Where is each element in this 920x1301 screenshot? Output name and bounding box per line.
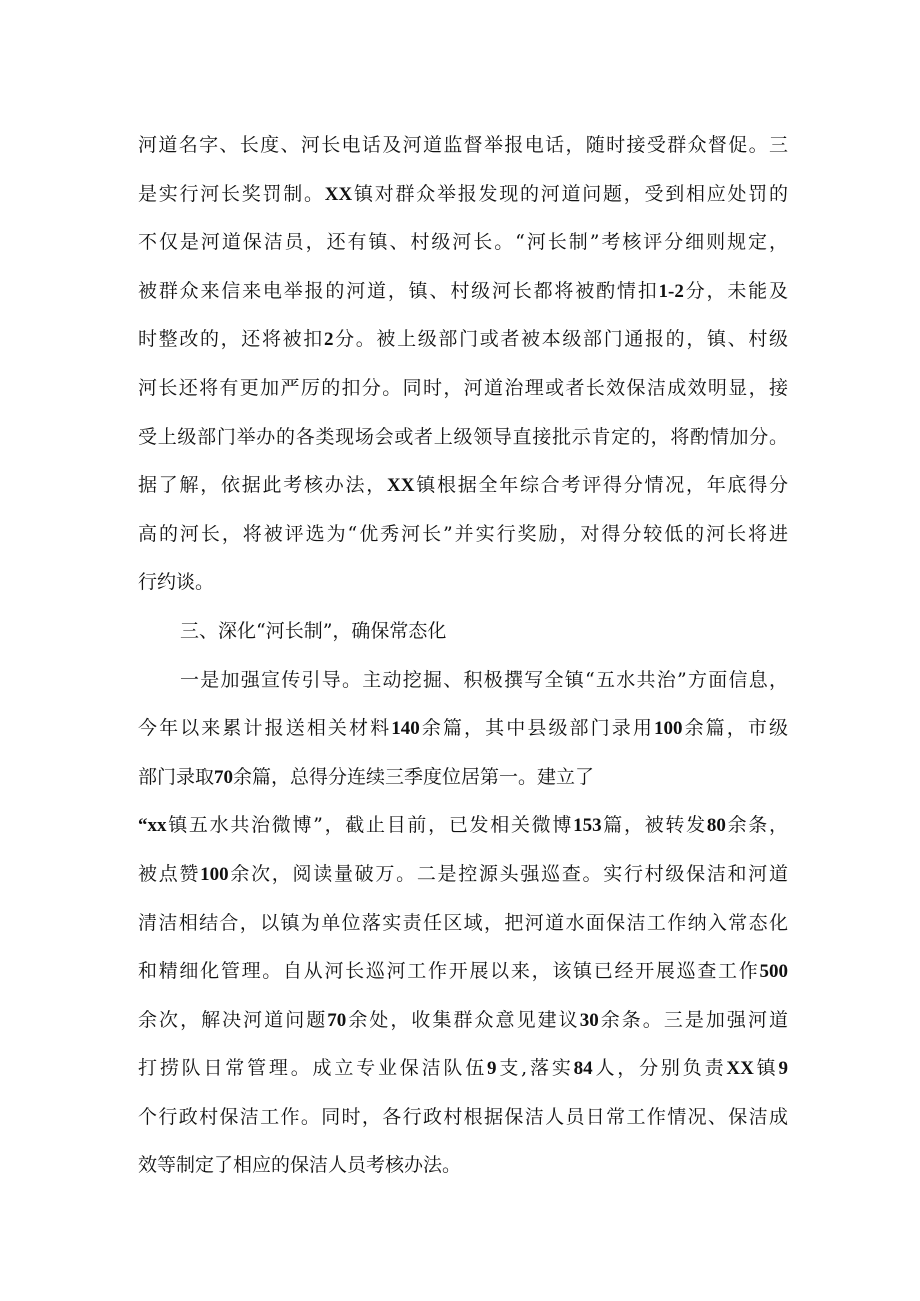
text-run: 分。被上级部门或者被本级部门通报的，镇、村级 bbox=[333, 328, 788, 351]
text-line bbox=[138, 1148, 788, 1197]
text-run: 余条。三是加强河道 bbox=[598, 1008, 788, 1031]
text-run: 被群众来信来电举报的河道，镇、村级河长都将被酌情扣 bbox=[138, 279, 659, 302]
text-line bbox=[138, 420, 788, 469]
text-run: 余条， bbox=[725, 814, 788, 837]
text-run: 余处，收集群众意见建议 bbox=[346, 1008, 580, 1031]
bold-run: 80 bbox=[706, 815, 726, 837]
text-run: 支,落实 bbox=[496, 1057, 574, 1080]
text-run: 效等制定了相应的保洁人员考核办法。 bbox=[138, 1154, 462, 1177]
text-run: 个行政村保洁工作。同时，各行政村根据保洁人员日常工作情况、保洁成 bbox=[138, 1105, 788, 1128]
text-run: 余篇，市级 bbox=[682, 717, 788, 740]
text-run: 镇 bbox=[753, 1057, 779, 1080]
text-run: 行约谈。 bbox=[138, 571, 215, 594]
text-line bbox=[138, 517, 788, 566]
section-heading bbox=[138, 614, 788, 663]
text-line bbox=[138, 468, 788, 517]
bold-run: 500 bbox=[759, 961, 788, 983]
text-run: 打捞队日常管理。成立专业保洁队伍 bbox=[138, 1057, 488, 1080]
text-run: 一是加强宣传引导。主动挖掘、积极撰写全镇“五水共治”方面信息， bbox=[180, 668, 788, 691]
text-line bbox=[138, 1051, 788, 1100]
text-line bbox=[138, 808, 788, 857]
text-run: 今年以来累计报送相关材料 bbox=[138, 717, 392, 740]
paragraph-first-line bbox=[138, 663, 788, 712]
text-line bbox=[138, 954, 788, 1003]
text-run: 部门录取 bbox=[138, 765, 215, 788]
bold-run: 2 bbox=[323, 329, 334, 351]
bold-run: 9 bbox=[778, 1058, 788, 1080]
bold-run: 9 bbox=[487, 1058, 497, 1080]
text-run: 余篇，总得分连续三季度位居第一。建立了 bbox=[233, 765, 595, 788]
text-run: 清洁相结合，以镇为单位落实责任区域，把河道水面保洁工作纳入常态化 bbox=[138, 911, 788, 934]
text-line bbox=[138, 274, 788, 323]
text-line bbox=[138, 177, 788, 226]
text-run: 被点赞 bbox=[138, 862, 201, 885]
bold-run: XX bbox=[387, 475, 415, 497]
text-line bbox=[138, 906, 788, 955]
text-run: 镇根据全年综合考评得分情况，年底得分 bbox=[414, 474, 788, 497]
text-run: 是实行河长奖罚制。 bbox=[138, 182, 325, 205]
text-run: 镇对群众举报发现的河道问题，受到相应处罚的 bbox=[352, 182, 788, 205]
text-run: 河长还将有更加严厉的扣分。同时，河道治理或者长效保洁成效明显，接 bbox=[138, 376, 788, 399]
text-line bbox=[138, 711, 788, 760]
document-body bbox=[138, 128, 788, 1197]
text-line bbox=[138, 371, 788, 420]
text-run: 分，未能及 bbox=[683, 279, 788, 302]
text-run: 余次，解决河道问题 bbox=[138, 1008, 328, 1031]
bold-run: 1-2 bbox=[658, 280, 684, 302]
text-run: 高的河长，将被评选为“优秀河长”并实行奖励，对得分较低的河长将进 bbox=[138, 522, 788, 545]
bold-run: 84 bbox=[573, 1058, 593, 1080]
text-run: 不仅是河道保洁员，还有镇、村级河长。“河长制”考核评分细则规定， bbox=[138, 231, 788, 254]
bold-run: 30 bbox=[579, 1009, 599, 1031]
text-run: 镇五水共治微博”，截止目前，已发相关微博 bbox=[166, 814, 574, 837]
text-line bbox=[138, 225, 788, 274]
text-run: 据了解，依据此考核办法， bbox=[138, 474, 388, 497]
text-run: 时整改的，还将被扣 bbox=[138, 328, 324, 351]
heading-text: 三、深化“河长制”，确保常态化 bbox=[180, 619, 447, 642]
text-run: 受上级部门举办的各类现场会或者上级领导直接批示肯定的，将酌情加分。 bbox=[138, 425, 788, 448]
text-run: 和精细化管理。自从河长巡河工作开展以来，该镇已经开展巡查工作 bbox=[138, 960, 760, 983]
bold-run: “xx bbox=[138, 815, 167, 837]
bold-run: 100 bbox=[200, 863, 229, 885]
text-run: 余篇，其中县级部门录用 bbox=[419, 717, 654, 740]
text-run: 篇，被转发 bbox=[601, 814, 707, 837]
text-line bbox=[138, 760, 788, 809]
text-line bbox=[138, 322, 788, 371]
bold-run: 70 bbox=[327, 1009, 347, 1031]
bold-run: 70 bbox=[214, 766, 234, 788]
bold-run: 100 bbox=[653, 718, 683, 740]
text-line bbox=[138, 857, 788, 906]
bold-run: 153 bbox=[573, 815, 602, 837]
bold-run: 140 bbox=[391, 718, 420, 740]
text-run: 人，分别负责 bbox=[592, 1057, 727, 1080]
text-line bbox=[138, 565, 788, 614]
text-line bbox=[138, 1100, 788, 1149]
text-line bbox=[138, 128, 788, 177]
text-run: 余次，阅读量破万。二是控源头强巡查。实行村级保洁和河道 bbox=[228, 862, 788, 885]
text-line bbox=[138, 1003, 788, 1052]
bold-run: XX bbox=[726, 1058, 754, 1080]
bold-run: XX bbox=[324, 183, 353, 205]
text-run: 河道名字、长度、河长电话及河道监督举报电话，随时接受群众督促。三 bbox=[138, 134, 788, 156]
